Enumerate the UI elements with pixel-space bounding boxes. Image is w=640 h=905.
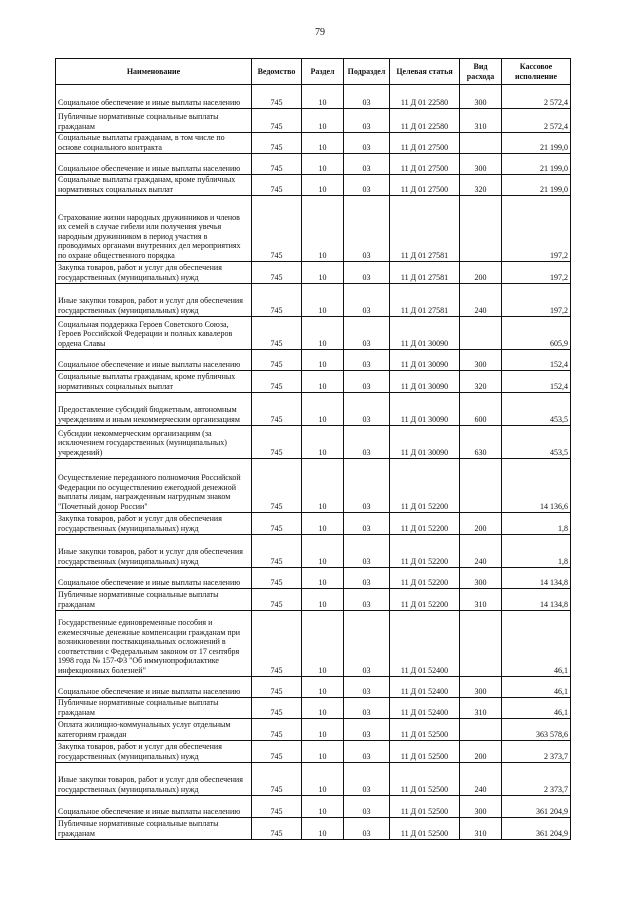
table-row	[56, 154, 571, 175]
page-number: 79	[315, 27, 325, 38]
cell-amount: 152,4	[502, 350, 571, 371]
cell-target: 11 Д 01 52500	[390, 796, 460, 818]
cell-target: 11 Д 01 27581	[390, 284, 460, 317]
cell-department: 745	[252, 262, 302, 284]
cell-expense-type: 630	[460, 426, 502, 459]
table-row	[56, 317, 571, 350]
cell-target: 11 Д 01 30090	[390, 371, 460, 393]
cell-name: Закупка товаров, работ и услуг для обеспечения государственных (муниципальных) нужд	[56, 741, 252, 763]
cell-name: Страхование жизни народных дружинников и членов их семей в случае гибели или получения увечья народным дружинником в период участия в проводимых органами внутренних дел мероприятиях по охране общественного порядка	[56, 196, 252, 262]
cell-department: 745	[252, 818, 302, 840]
header-name: Наименование	[56, 59, 252, 85]
cell-expense-type: 310	[460, 698, 502, 719]
cell-amount: 1,8	[502, 535, 571, 568]
cell-name: Социальное обеспечение и иные выплаты населению	[56, 85, 252, 109]
cell-name: Иные закупки товаров, работ и услуг для обеспечения государственных (муниципальных) нужд	[56, 763, 252, 796]
cell-amount: 605,9	[502, 317, 571, 350]
cell-section: 10	[302, 763, 344, 796]
cell-section: 10	[302, 426, 344, 459]
cell-expense-type: 300	[460, 154, 502, 175]
cell-target: 11 Д 01 52500	[390, 719, 460, 741]
cell-expense-type: 600	[460, 393, 502, 426]
cell-expense-type: 200	[460, 513, 502, 535]
cell-amount: 197,2	[502, 284, 571, 317]
cell-department: 745	[252, 568, 302, 589]
cell-amount: 46,1	[502, 611, 571, 677]
cell-expense-type: 310	[460, 109, 502, 133]
cell-department: 745	[252, 611, 302, 677]
cell-name: Предоставление субсидий бюджетным, автономным учреждениям и иным некоммерческим организациям	[56, 393, 252, 426]
cell-subsection: 03	[344, 85, 390, 109]
cell-expense-type	[460, 317, 502, 350]
cell-expense-type	[460, 459, 502, 513]
cell-subsection: 03	[344, 154, 390, 175]
header-section: Раздел	[302, 59, 344, 85]
table-header-row	[56, 59, 571, 85]
cell-amount: 2 373,7	[502, 763, 571, 796]
cell-name: Иные закупки товаров, работ и услуг для обеспечения государственных (муниципальных) нужд	[56, 535, 252, 568]
cell-amount: 46,1	[502, 677, 571, 698]
cell-amount: 21 199,0	[502, 175, 571, 196]
cell-amount: 197,2	[502, 196, 571, 262]
cell-subsection: 03	[344, 763, 390, 796]
budget-execution-table	[55, 58, 571, 840]
header-amount-line1: Кассовое	[519, 62, 553, 71]
cell-expense-type	[460, 611, 502, 677]
cell-subsection: 03	[344, 175, 390, 196]
table-row	[56, 535, 571, 568]
cell-expense-type: 240	[460, 284, 502, 317]
cell-section: 10	[302, 133, 344, 154]
table-row	[56, 719, 571, 741]
cell-name: Субсидии некоммерческим организациям (за исключением государственных (муниципальных) учреждений)	[56, 426, 252, 459]
cell-subsection: 03	[344, 535, 390, 568]
header-department: Ведомство	[252, 59, 302, 85]
cell-department: 745	[252, 133, 302, 154]
cell-name: Социальное обеспечение и иные выплаты населению	[56, 350, 252, 371]
cell-subsection: 03	[344, 426, 390, 459]
header-expense-type-line2: расхода	[466, 71, 495, 81]
table-row	[56, 393, 571, 426]
cell-target: 11 Д 01 52200	[390, 459, 460, 513]
cell-section: 10	[302, 109, 344, 133]
cell-name: Публичные нормативные социальные выплаты гражданам	[56, 589, 252, 611]
cell-amount: 2 373,7	[502, 741, 571, 763]
table-row	[56, 677, 571, 698]
cell-department: 745	[252, 109, 302, 133]
header-subsection: Подраздел	[344, 59, 390, 85]
cell-target: 11 Д 01 52400	[390, 611, 460, 677]
table-row	[56, 459, 571, 513]
cell-section: 10	[302, 818, 344, 840]
cell-expense-type	[460, 133, 502, 154]
cell-subsection: 03	[344, 393, 390, 426]
table-row	[56, 513, 571, 535]
header-expense-type-line1: Вид	[473, 62, 488, 71]
cell-subsection: 03	[344, 719, 390, 741]
cell-expense-type: 320	[460, 371, 502, 393]
header-target: Целевая статья	[390, 59, 460, 85]
cell-subsection: 03	[344, 741, 390, 763]
cell-subsection: 03	[344, 611, 390, 677]
cell-name: Социальное обеспечение и иные выплаты населению	[56, 154, 252, 175]
table-row	[56, 371, 571, 393]
cell-section: 10	[302, 284, 344, 317]
cell-expense-type	[460, 196, 502, 262]
cell-amount: 152,4	[502, 371, 571, 393]
cell-subsection: 03	[344, 796, 390, 818]
cell-name: Иные закупки товаров, работ и услуг для обеспечения государственных (муниципальных) нужд	[56, 284, 252, 317]
cell-section: 10	[302, 796, 344, 818]
cell-department: 745	[252, 175, 302, 196]
cell-subsection: 03	[344, 109, 390, 133]
cell-department: 745	[252, 317, 302, 350]
cell-subsection: 03	[344, 350, 390, 371]
cell-section: 10	[302, 698, 344, 719]
cell-target: 11 Д 01 52200	[390, 568, 460, 589]
table-row	[56, 741, 571, 763]
cell-expense-type: 310	[460, 589, 502, 611]
cell-name: Социальное обеспечение и иные выплаты населению	[56, 677, 252, 698]
cell-section: 10	[302, 262, 344, 284]
cell-subsection: 03	[344, 284, 390, 317]
cell-amount: 361 204,9	[502, 796, 571, 818]
cell-department: 745	[252, 719, 302, 741]
cell-name: Закупка товаров, работ и услуг для обеспечения государственных (муниципальных) нужд	[56, 513, 252, 535]
cell-department: 745	[252, 513, 302, 535]
cell-amount: 14 134,8	[502, 589, 571, 611]
cell-name: Осуществление переданного полномочия Российской Федерации по осуществлению ежегодной денежной выплаты лицам, награжденным нагрудным знаком "Почетный донор России"	[56, 459, 252, 513]
cell-amount: 2 572,4	[502, 85, 571, 109]
table-row	[56, 426, 571, 459]
cell-subsection: 03	[344, 371, 390, 393]
cell-subsection: 03	[344, 818, 390, 840]
cell-subsection: 03	[344, 589, 390, 611]
cell-target: 11 Д 01 22580	[390, 109, 460, 133]
cell-department: 745	[252, 459, 302, 513]
header-amount	[502, 59, 571, 85]
cell-subsection: 03	[344, 262, 390, 284]
table-row	[56, 133, 571, 154]
cell-department: 745	[252, 741, 302, 763]
cell-department: 745	[252, 698, 302, 719]
cell-target: 11 Д 01 30090	[390, 393, 460, 426]
cell-target: 11 Д 01 52400	[390, 677, 460, 698]
cell-department: 745	[252, 796, 302, 818]
cell-department: 745	[252, 196, 302, 262]
cell-section: 10	[302, 677, 344, 698]
cell-section: 10	[302, 154, 344, 175]
cell-target: 11 Д 01 22580	[390, 85, 460, 109]
cell-amount: 2 572,4	[502, 109, 571, 133]
cell-expense-type: 310	[460, 818, 502, 840]
header-amount-line2: исполнение	[514, 71, 558, 81]
cell-name: Публичные нормативные социальные выплаты гражданам	[56, 698, 252, 719]
table-row	[56, 85, 571, 109]
cell-amount: 14 136,6	[502, 459, 571, 513]
cell-name: Публичные нормативные социальные выплаты гражданам	[56, 818, 252, 840]
cell-name: Государственные единовременные пособия и ежемесячные денежные компенсации гражданам при возникновении поствакцинальных осложнений в соответствии с Федеральным законом от 17 сентября 1998 года № 157-ФЗ "Об иммунопрофилактике инфекционных болезней"	[56, 611, 252, 677]
cell-expense-type: 320	[460, 175, 502, 196]
cell-subsection: 03	[344, 133, 390, 154]
cell-target: 11 Д 01 52200	[390, 513, 460, 535]
table-row	[56, 698, 571, 719]
cell-amount: 361 204,9	[502, 818, 571, 840]
cell-subsection: 03	[344, 513, 390, 535]
cell-department: 745	[252, 677, 302, 698]
table-row	[56, 568, 571, 589]
cell-amount: 453,5	[502, 426, 571, 459]
cell-section: 10	[302, 393, 344, 426]
cell-target: 11 Д 01 30090	[390, 426, 460, 459]
cell-target: 11 Д 01 52200	[390, 589, 460, 611]
cell-section: 10	[302, 611, 344, 677]
cell-expense-type: 200	[460, 262, 502, 284]
cell-target: 11 Д 01 52200	[390, 535, 460, 568]
cell-amount: 363 578,6	[502, 719, 571, 741]
cell-department: 745	[252, 85, 302, 109]
cell-amount: 14 134,8	[502, 568, 571, 589]
table-row	[56, 196, 571, 262]
cell-name: Оплата жилищно-коммунальных услуг отдельным категориям граждан	[56, 719, 252, 741]
cell-target: 11 Д 01 27500	[390, 175, 460, 196]
cell-expense-type: 300	[460, 796, 502, 818]
cell-name: Социальная поддержка Героев Советского Союза, Героев Российской Федерации и полных кавалеров ордена Славы	[56, 317, 252, 350]
cell-department: 745	[252, 426, 302, 459]
cell-name: Социальное обеспечение и иные выплаты населению	[56, 796, 252, 818]
cell-department: 745	[252, 589, 302, 611]
cell-target: 11 Д 01 52500	[390, 741, 460, 763]
cell-expense-type: 300	[460, 568, 502, 589]
cell-target: 11 Д 01 30090	[390, 350, 460, 371]
cell-section: 10	[302, 741, 344, 763]
cell-expense-type: 300	[460, 85, 502, 109]
cell-amount: 21 199,0	[502, 133, 571, 154]
cell-subsection: 03	[344, 698, 390, 719]
cell-expense-type: 240	[460, 535, 502, 568]
cell-department: 745	[252, 284, 302, 317]
cell-amount: 453,5	[502, 393, 571, 426]
cell-subsection: 03	[344, 317, 390, 350]
cell-section: 10	[302, 350, 344, 371]
cell-department: 745	[252, 393, 302, 426]
cell-section: 10	[302, 371, 344, 393]
cell-expense-type	[460, 719, 502, 741]
cell-name: Социальные выплаты гражданам, в том числе по основе социального контракта	[56, 133, 252, 154]
cell-section: 10	[302, 85, 344, 109]
table-row	[56, 262, 571, 284]
cell-section: 10	[302, 317, 344, 350]
cell-section: 10	[302, 175, 344, 196]
cell-subsection: 03	[344, 677, 390, 698]
cell-expense-type: 200	[460, 741, 502, 763]
cell-subsection: 03	[344, 568, 390, 589]
cell-target: 11 Д 01 52400	[390, 698, 460, 719]
cell-name: Социальное обеспечение и иные выплаты населению	[56, 568, 252, 589]
cell-amount: 21 199,0	[502, 154, 571, 175]
cell-amount: 1,8	[502, 513, 571, 535]
cell-target: 11 Д 01 27581	[390, 196, 460, 262]
table-row	[56, 763, 571, 796]
cell-department: 745	[252, 763, 302, 796]
cell-section: 10	[302, 589, 344, 611]
cell-department: 745	[252, 535, 302, 568]
cell-expense-type: 240	[460, 763, 502, 796]
table-row	[56, 284, 571, 317]
cell-target: 11 Д 01 27500	[390, 133, 460, 154]
table-row	[56, 589, 571, 611]
table-body	[56, 85, 571, 840]
table-row	[56, 818, 571, 840]
cell-expense-type: 300	[460, 350, 502, 371]
cell-target: 11 Д 01 52500	[390, 763, 460, 796]
cell-name: Социальные выплаты гражданам, кроме публичных нормативных социальных выплат	[56, 371, 252, 393]
cell-section: 10	[302, 568, 344, 589]
cell-amount: 197,2	[502, 262, 571, 284]
cell-expense-type: 300	[460, 677, 502, 698]
cell-department: 745	[252, 371, 302, 393]
table-row	[56, 611, 571, 677]
cell-section: 10	[302, 513, 344, 535]
cell-section: 10	[302, 196, 344, 262]
cell-section: 10	[302, 459, 344, 513]
cell-section: 10	[302, 535, 344, 568]
cell-department: 745	[252, 350, 302, 371]
cell-department: 745	[252, 154, 302, 175]
cell-subsection: 03	[344, 196, 390, 262]
cell-subsection: 03	[344, 459, 390, 513]
cell-name: Социальные выплаты гражданам, кроме публичных нормативных социальных выплат	[56, 175, 252, 196]
table-row	[56, 175, 571, 196]
cell-target: 11 Д 01 52500	[390, 818, 460, 840]
cell-section: 10	[302, 719, 344, 741]
table-row	[56, 350, 571, 371]
table-row	[56, 796, 571, 818]
table-row	[56, 109, 571, 133]
cell-amount: 46,1	[502, 698, 571, 719]
cell-target: 11 Д 01 27581	[390, 262, 460, 284]
cell-name: Публичные нормативные социальные выплаты гражданам	[56, 109, 252, 133]
header-expense-type	[460, 59, 502, 85]
cell-name: Закупка товаров, работ и услуг для обеспечения государственных (муниципальных) нужд	[56, 262, 252, 284]
cell-target: 11 Д 01 27500	[390, 154, 460, 175]
cell-target: 11 Д 01 30090	[390, 317, 460, 350]
